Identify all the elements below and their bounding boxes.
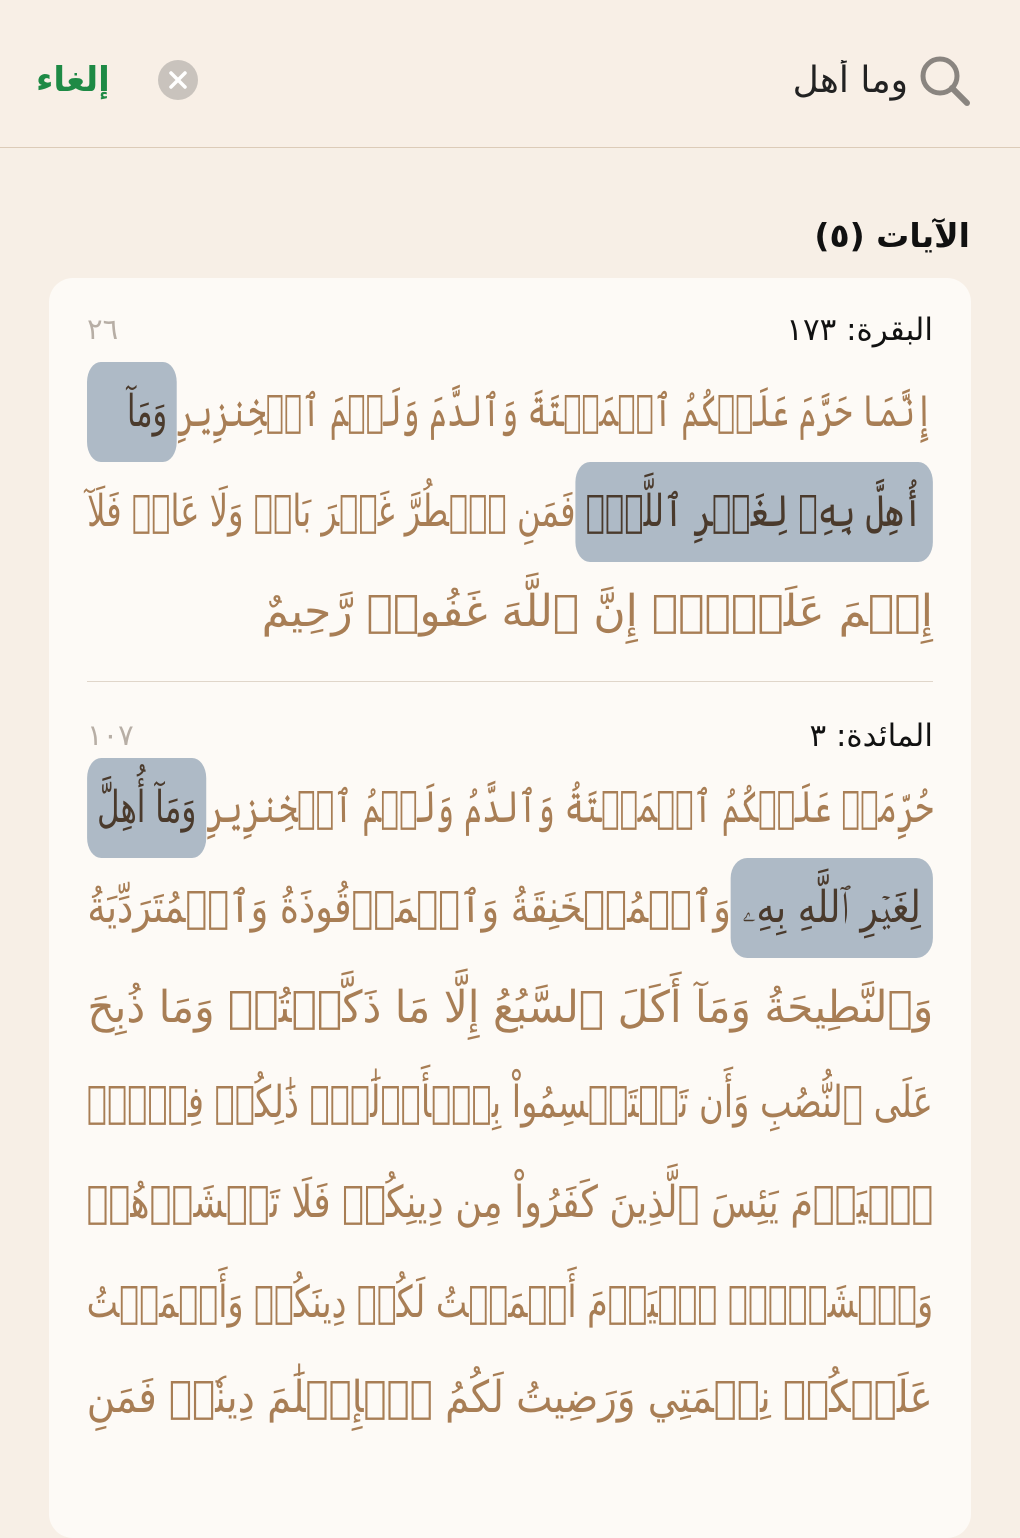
verse-text: وَٱخۡشَوۡنِۚ ٱلۡيَوۡمَ أَكۡمَلۡتُ لَكُمۡ دِينَكُمۡ وَأَتۡمَمۡتُ	[86, 1277, 933, 1328]
verse-line	[87, 958, 933, 1058]
close-icon	[168, 70, 188, 90]
search-bar	[0, 0, 1020, 148]
match-highlight: وَمَآ أُهِلَّ	[87, 758, 206, 858]
verse-text: إِنَّمَا حَرَّمَ عَلَيۡكُمُ ٱلۡمَيۡتَةَ وَٱلدَّمَ وَلَحۡمَ ٱلۡخِنزِيرِ	[177, 386, 933, 437]
verse-line	[262, 562, 933, 662]
verse-line	[86, 1153, 933, 1253]
verse-text: عَلَى ٱلنُّصُبِ وَأَن تَسۡتَقۡسِمُواْ بِٱلۡأَزۡلَٰمِۚ ذَٰلِكُمۡ فِسۡقٌۗ	[86, 1077, 933, 1128]
cancel-button[interactable]: إلغاء	[36, 60, 110, 100]
result-page-number: ١٠٧	[87, 718, 134, 752]
divider	[87, 681, 933, 682]
verse-line	[88, 462, 933, 562]
search-icon	[916, 52, 972, 108]
result-page-number: ٢٦	[87, 312, 119, 346]
verse-text: فَمَنِ ٱضۡطُرَّ غَيۡرَ بَاغٖ وَلَا عَادٖ فَلَآ	[87, 486, 576, 537]
verse-line	[87, 1053, 933, 1153]
verse-line	[87, 1253, 933, 1353]
result-reference: المائدة: ٣	[809, 718, 933, 754]
clear-search-button[interactable]	[158, 60, 198, 100]
verse-text: عَلَيۡكُمۡ نِعۡمَتِي وَرَضِيتُ لَكُمُ ٱلۡإِسۡلَٰمَ دِينٗاۚ فَمَنِ	[87, 1372, 933, 1423]
verse-text: حُرِّمَتۡ عَلَيۡكُمُ ٱلۡمَيۡتَةُ وَٱلدَّمُ وَلَحۡمُ ٱلۡخِنزِيرِ	[205, 782, 933, 833]
search-input[interactable]	[560, 50, 908, 110]
verse-line	[87, 1348, 933, 1448]
verse-text: إِثۡمَ عَلَيۡهِۚ إِنَّ ٱللَّهَ غَفُورٞ رَّحِيمٌ	[261, 586, 933, 637]
verse-line	[87, 758, 933, 858]
verse-text: وَٱلنَّطِيحَةُ وَمَآ أَكَلَ ٱلسَّبُعُ إِلَّا مَا ذَكَّيۡتُمۡ وَمَا ذُبِحَ	[87, 982, 933, 1033]
verse-text: وَٱلۡمُنۡخَنِقَةُ وَٱلۡمَوۡقُوذَةُ وَٱلۡمُتَرَدِّيَةُ	[87, 882, 732, 933]
section-title: الآيات (٥)	[814, 216, 970, 255]
match-highlight: أُهِلَّ بِهِۦ لِغَيۡرِ ٱللَّهِۖ	[576, 462, 933, 562]
match-highlight: وَمَآ	[87, 362, 177, 462]
verse-line	[87, 362, 933, 462]
verse-line	[88, 858, 933, 958]
results-list	[49, 278, 971, 1538]
verse-text: ٱلۡيَوۡمَ يَئِسَ ٱلَّذِينَ كَفَرُواْ مِن دِينِكُمۡ فَلَا تَخۡشَوۡهُمۡ	[86, 1177, 933, 1228]
result-reference: البقرة: ١٧٣	[786, 312, 933, 348]
match-highlight: لِغَيۡرِ ٱللَّهِ بِهِۦ	[731, 858, 933, 958]
